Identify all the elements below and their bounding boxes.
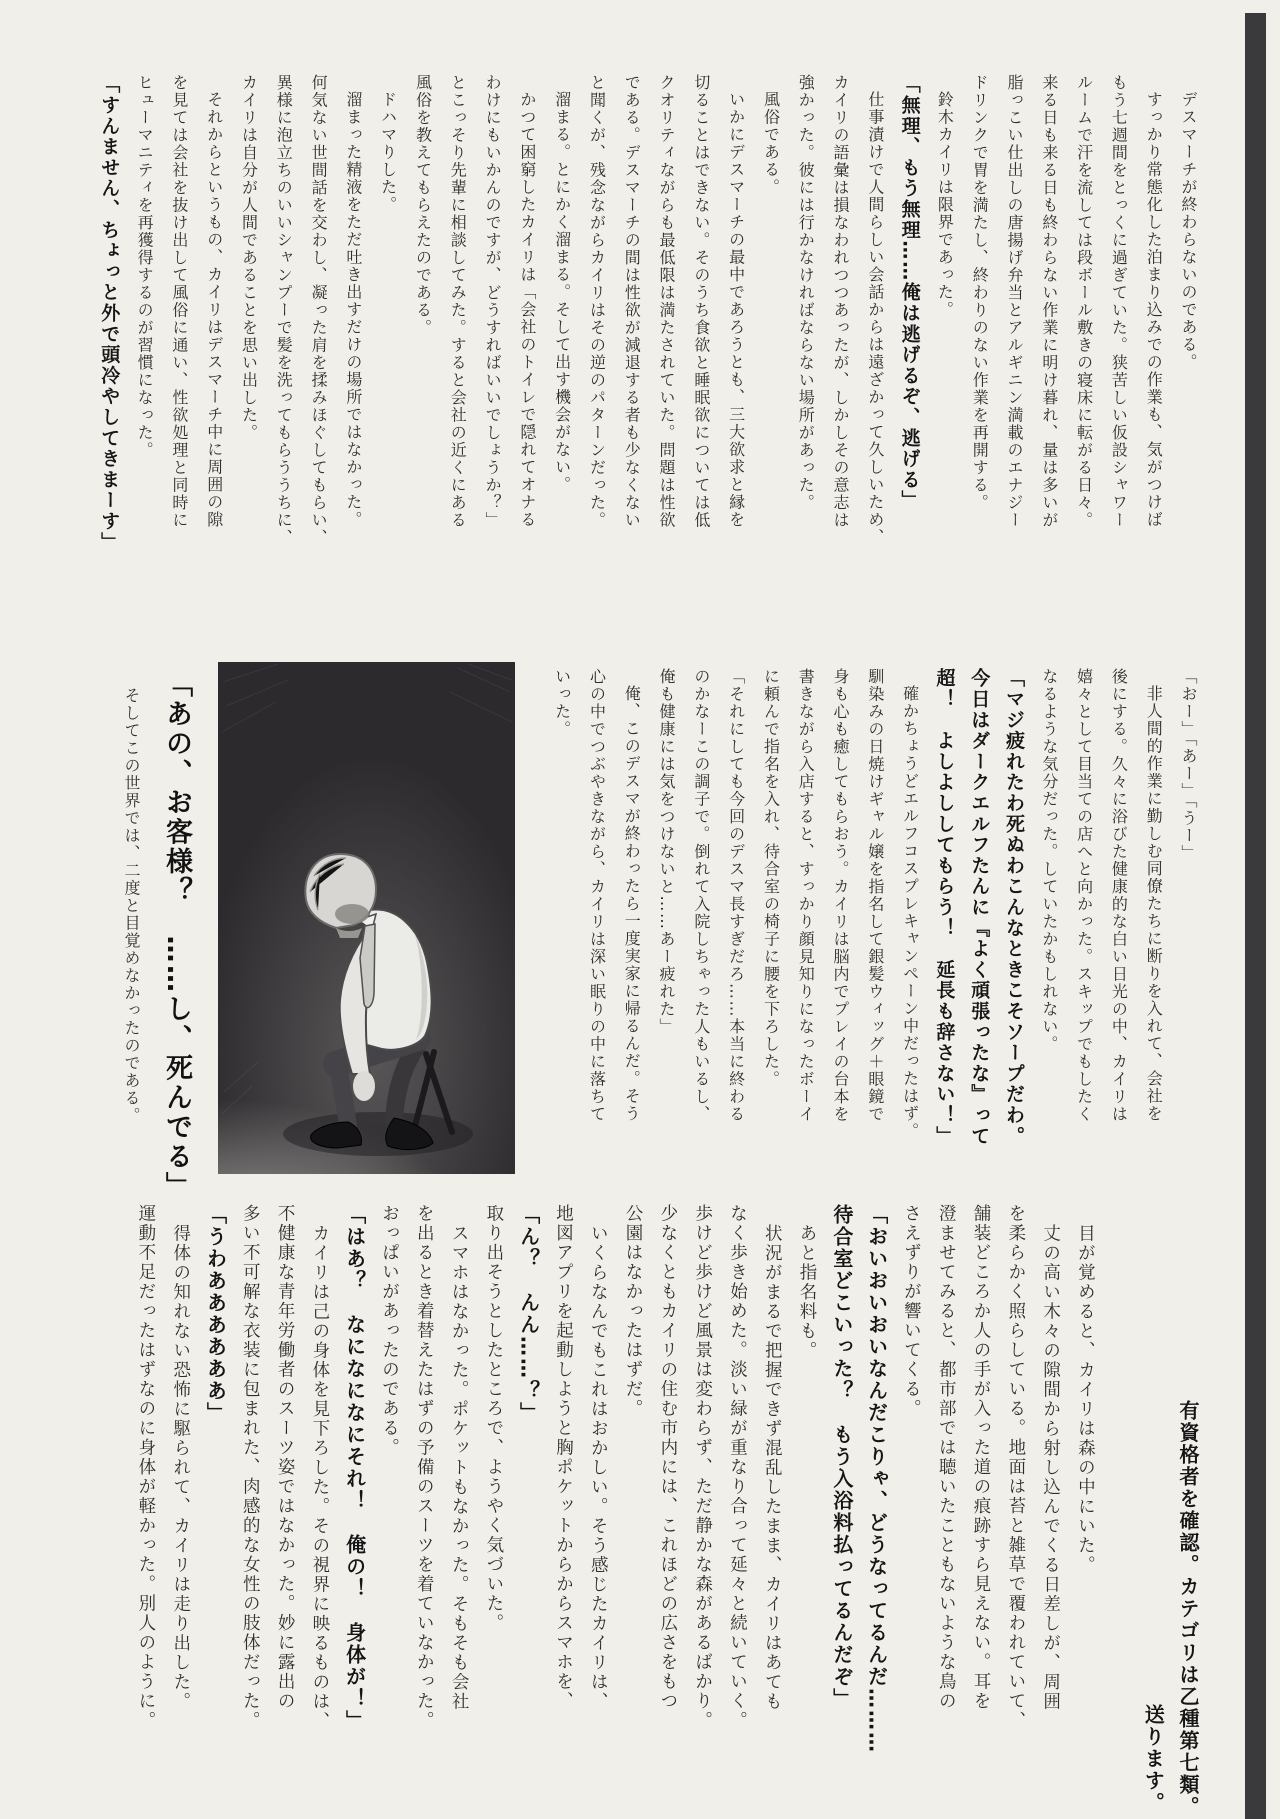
- text-column: 得体の知れない恐怖に駆られて、カイリは走り出した。: [170, 1224, 191, 1712]
- text-column: それからというもの、カイリはデスマーチ中に周囲の隙: [204, 91, 224, 529]
- text-column: 超！ よしよししてもらう！ 延長も辞さない！」: [933, 668, 956, 1147]
- text-block-middle-left: [92, 670, 204, 1201]
- text-column: 「無理、もう無理……俺は逃げるぞ、逃げる」: [898, 74, 921, 511]
- text-block-bottom: [93, 1204, 1205, 1817]
- text-column: 嬉々として目当ての店へと向かった。スキップでもしたく: [1074, 668, 1094, 1123]
- text-column: ヒューマニティを再獲得するのが習慣になった。: [135, 74, 155, 459]
- text-column: 確かちょうどエルフコスプレキャンペーン中だったはず。: [900, 685, 920, 1140]
- text-column: 公園はなかったはずだ。: [623, 1204, 644, 1419]
- text-column: 仕事漬けで人間らしい会話からは遠ざかって久しいため、: [865, 91, 885, 546]
- text-column: 心の中でつぶやきながら、カイリは深い眠りの中に落ちて: [587, 668, 607, 1123]
- text-column: 待合室どこいった？ もう入浴料払ってるんだぞ」: [829, 1204, 854, 1710]
- text-column: いくらなんでもこれはおかしい。そう感じたカイリは、: [588, 1224, 609, 1712]
- text-column: のかなーこの調子で。倒れて入院しちゃった人もいるし、: [691, 668, 711, 1123]
- text-column: 目が覚めると、カイリは森の中にいた。: [1075, 1224, 1096, 1575]
- text-column: 今日はダークエルフたんに『よく頑張ったな』って: [968, 668, 991, 1147]
- text-block-top: [89, 74, 1205, 558]
- text-column: 俺、このデスマが終わったら一度実家に帰るんだ。そう: [622, 685, 642, 1123]
- text-column: を出るとき着替えたはずの予備のスーツを着ていなかった。: [414, 1204, 435, 1731]
- text-column: である。デスマーチの間は性欲が減退する者も少なくない: [622, 74, 642, 529]
- column-spacer: [1102, 1204, 1135, 1817]
- seated-man-drawing: [218, 662, 515, 1174]
- text-column: 丈の高い木々の隙間から射し込んでくる日差しが、周囲: [1040, 1224, 1061, 1712]
- text-column: 身も心も癒してもらおう。カイリは脳内でプレイの台本を: [831, 668, 851, 1123]
- text-column: 地図アプリを起動しようと胸ポケットからからスマホを、: [553, 1204, 574, 1711]
- text-column: 「すんません、ちょっと外で頭冷やしてきまーす」: [98, 74, 121, 553]
- text-column: カイリは己の身体を見下ろした。その視界に映るものは、: [309, 1224, 330, 1731]
- text-column: を柔らかく照らしている。地面は苔と雑草で覆われていて、: [1005, 1204, 1026, 1731]
- text-column: 「マジ疲れたわ死ぬわこんなときこそソープだわ。: [1003, 668, 1026, 1147]
- text-column: 溜まる。とにかく溜まる。そして出す機会がない。: [552, 91, 572, 494]
- text-column: 不健康な青年労働者のスーツ姿ではなかった。妙に露出の: [275, 1204, 296, 1711]
- text-column: かつて困窮したカイリは「会社のトイレで隠れてオナる: [517, 91, 537, 529]
- text-column: すっかり常態化した泊まり込みでの作業も、気がつけば: [1144, 91, 1164, 529]
- text-column: ドリンクで胃を満たし、終わりのない作業を再開する。: [970, 74, 990, 512]
- text-column: もう七週間をとっくに過ぎていた。狭苦しい仮設シャワー: [1109, 74, 1129, 529]
- text-column: 後にする。久々に浴びた健康的な白い日光の中、カイリは: [1109, 668, 1129, 1123]
- text-column: わけにもいかんのですが、どうすればいいでしょうか？」: [483, 74, 503, 529]
- text-column: 「おー」「あー」「うー」: [1179, 668, 1198, 862]
- text-column: なく歩き始めた。淡い緑が重なり合って延々と続いていく。: [727, 1204, 748, 1731]
- text-column: 異様に泡立ちのいいシャンプーで髪を洗ってもらううちに、: [274, 74, 294, 547]
- text-column: 澄ませてみると、都市部では聴いたこともないような鳥の: [936, 1204, 957, 1711]
- text-column: 「うわああああああ」: [203, 1204, 228, 1424]
- text-column: おっぱいがあったのである。: [379, 1204, 400, 1458]
- text-column: 「あの、お客様？ ……し、死んでる」: [161, 670, 192, 1201]
- text-column: 状況がまるで把握できず混乱したまま、カイリはあても: [762, 1224, 783, 1712]
- text-column: 切ることはできない。そのうち食欲と睡眠欲については低: [691, 74, 711, 529]
- text-column: 非人間的作業に勤しむ同僚たちに断りを入れて、会社を: [1144, 685, 1164, 1123]
- text-column: 馴染みの日焼けギャル嬢を指名して銀髪ウィッグ＋眼鏡で: [865, 668, 885, 1123]
- text-column: 何気ない世間話を交わし、凝った肩を揉みほぐしてもらい、: [309, 74, 329, 547]
- text-column: 送ります。: [1141, 1704, 1166, 1814]
- text-column: 「ん？ んん……？」: [516, 1204, 541, 1424]
- text-column: 「それにしても今回のデスマ長すぎだろ……本当に終わる: [726, 668, 746, 1123]
- text-column: とこっそり先輩に相談してみた。すると会社の近くにある: [448, 74, 468, 529]
- text-column: 「おいおいおいなんだこりゃ、どうなってるんだ………: [864, 1204, 889, 1754]
- text-column: ルームで汗を流しては段ボール敷きの寝床に転がる日々。: [1074, 74, 1094, 529]
- text-column: 風俗を教えてもらえたのである。: [413, 74, 433, 337]
- text-column: さえずりが響いてくる。: [901, 1204, 922, 1419]
- text-column: 有資格者を確認。カテゴリは乙種第七類。: [1176, 1400, 1200, 1818]
- text-column: あと指名料も。: [797, 1224, 818, 1361]
- text-column: 書きながら入店すると、すっかり顔見知りになったボーイ: [796, 668, 816, 1123]
- text-column: 強かった。彼には行かなければならない場所があった。: [796, 74, 816, 512]
- text-column: 風俗である。: [761, 91, 781, 196]
- text-column: 運動不足だったはずなのに身体が軽かった。別人のように。: [135, 1204, 156, 1731]
- text-column: いった。: [552, 668, 572, 738]
- text-column: 少なくともカイリの住む市内には、これほどの広さをもつ: [657, 1204, 678, 1711]
- text-column: カイリの語彙は損なわれつつあったが、しかしその意志は: [831, 74, 851, 529]
- text-column: デスマーチが終わらないのである。: [1179, 91, 1198, 371]
- text-column: ドハマりした。: [378, 91, 398, 214]
- text-column: そしてこの世界では、二度と目覚めなかったのである。: [122, 687, 141, 1125]
- text-column: を見ては会社を抜け出して風俗に通い、性欲処理と同時に: [169, 74, 189, 529]
- text-column: 舗装どころか人の手が入った道の痕跡すら見えない。耳を: [971, 1204, 992, 1711]
- illustration-seated-man: [218, 662, 515, 1174]
- text-column: 鈴木カイリは限界であった。: [935, 91, 955, 319]
- text-column: 歩けど歩けど風景は変わらず、ただ静かな森があるばかり。: [692, 1204, 713, 1731]
- text-column: 溜まった精液をただ吐き出すだけの場所ではなかった。: [343, 91, 363, 529]
- text-column: なるような気分だった。していたかもしれない。: [1039, 668, 1059, 1053]
- text-column: いかにデスマーチの最中であろうとも、三大欲求と縁を: [726, 91, 746, 529]
- text-column: クオリティながらも最低限は満たされていた。問題は性欲: [657, 74, 677, 529]
- text-column: 取り出そうとしたところで、ようやく気づいた。: [483, 1204, 504, 1633]
- text-column: スマホはなかった。ポケットもなかった。そもそも会社: [449, 1224, 470, 1712]
- text-column: カイリは自分が人間であることを思い出した。: [239, 74, 259, 442]
- text-column: 「はあ？ なになになにそれ！ 俺の！ 身体が！」: [342, 1204, 367, 1732]
- text-block-middle-right: [541, 668, 1205, 1168]
- text-column: 俺も健康には気をつけないと……あー疲れた」: [657, 668, 677, 1036]
- text-column: に頼んで指名を入れ、待合室の椅子に腰を下ろした。: [761, 668, 781, 1088]
- text-column: 脂っこい仕出しの唐揚げ弁当とアルギニン満載のエナジー: [1005, 74, 1025, 529]
- text-column: 来る日も来る日も終わらない作業に明け暮れ、量は多いが: [1039, 74, 1059, 529]
- text-column: と聞くが、残念ながらカイリはその逆のパターンだった。: [587, 74, 607, 529]
- text-column: 多い不可解な衣装に包まれた、肉感的な女性の肢体だった。: [240, 1204, 261, 1731]
- page-edge-strip: [1245, 13, 1266, 1819]
